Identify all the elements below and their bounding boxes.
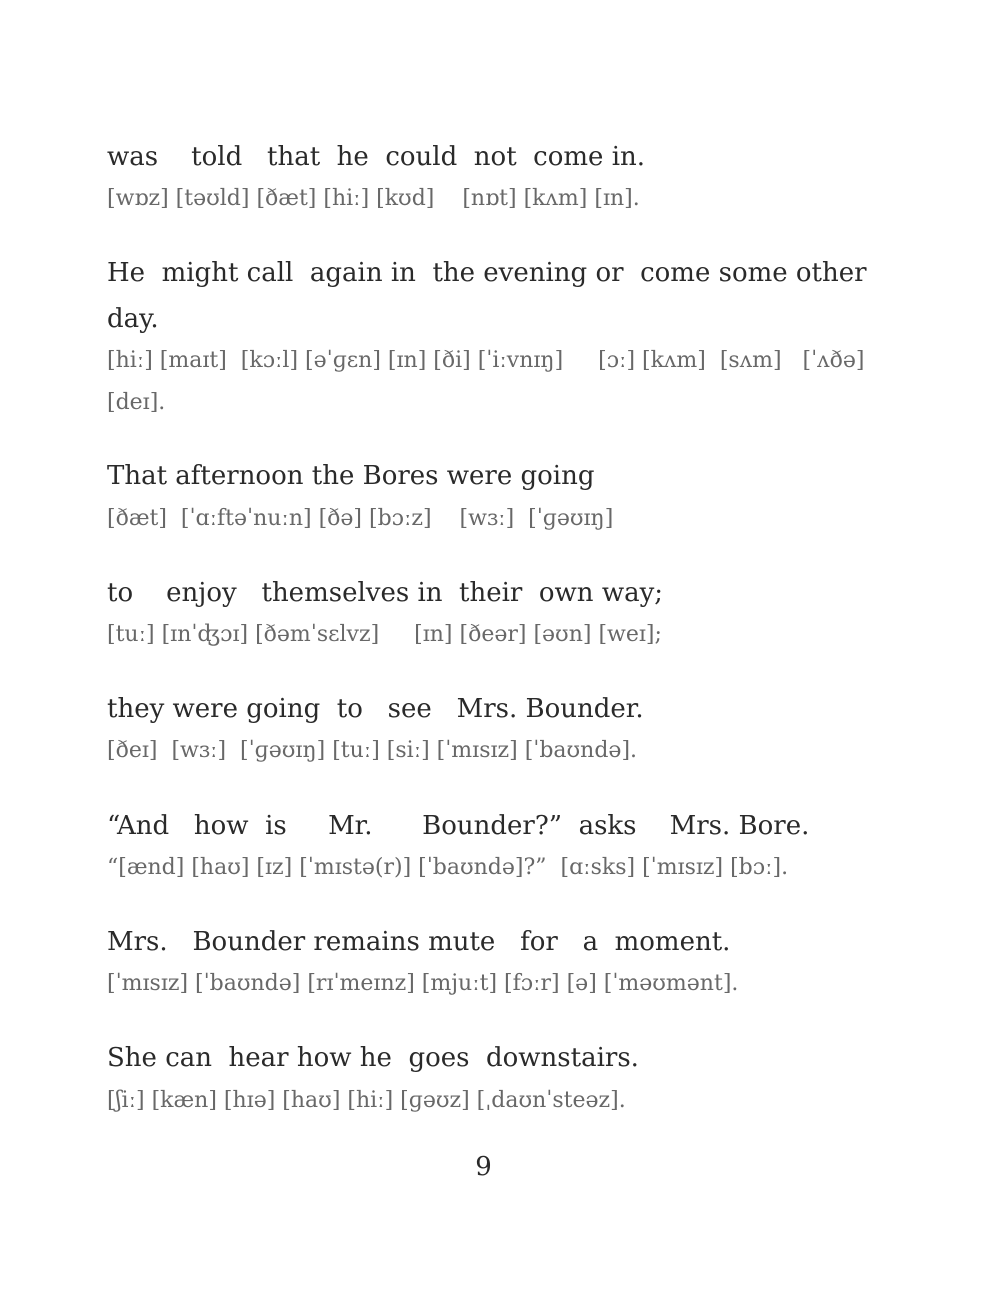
page-number: 9 [475, 1152, 492, 1182]
english-line: She can hear how he goes downstairs. [107, 1043, 639, 1073]
english-line: “And how is Mr. Bounder?” asks Mrs. Bore. [107, 811, 810, 841]
ipa-line: “[ænd] [haʊ] [ɪz] [ˈmɪstə(r)] [ˈbaʊndə]?” [ɑːsks] [ˈmɪsɪz] [bɔː]. [107, 855, 789, 880]
ipa-line: [deɪ]. [107, 390, 166, 415]
english-line: they were going to see Mrs. Bounder. [107, 694, 644, 724]
english-line: That afternoon the Bores were going [107, 461, 595, 491]
ipa-line: [wɒz] [təʊld] [ðæt] [hiː] [kʊd] [nɒt] [kʌm] [ɪn]. [107, 186, 640, 211]
ipa-line: [tuː] [ɪnˈʤɔɪ] [ðəmˈsɛlvz] [ɪn] [ðeər] [əʊn] [weɪ]; [107, 622, 662, 647]
ipa-line: [hiː] [maɪt] [kɔːl] [əˈɡɛn] [ɪn] [ði] [ˈiːvnɪŋ] [ɔː] [kʌm] [sʌm] [ˈʌðə] [107, 348, 865, 373]
english-line: was told that he could not come in. [107, 142, 646, 172]
ipa-line: [ʃiː] [kæn] [hɪə] [haʊ] [hiː] [ɡəʊz] [ˌdaʊnˈsteəz]. [107, 1088, 626, 1113]
english-line: to enjoy themselves in their own way; [107, 578, 664, 608]
english-line: Mrs. Bounder remains mute for a moment. [107, 927, 731, 957]
english-line: He might call again in the evening or come some other [107, 258, 867, 288]
ipa-line: [ˈmɪsɪz] [ˈbaʊndə] [rɪˈmeɪnz] [mjuːt] [fɔːr] [ə] [ˈməʊmənt]. [107, 971, 739, 996]
ipa-line: [ðeɪ] [wɜː] [ˈɡəʊɪŋ] [tuː] [siː] [ˈmɪsɪz] [ˈbaʊndə]. [107, 738, 638, 763]
english-line: day. [107, 304, 159, 334]
ipa-line: [ðæt] [ˈɑːftəˈnuːn] [ðə] [bɔːz] [wɜː] [ˈɡəʊɪŋ] [107, 506, 614, 531]
